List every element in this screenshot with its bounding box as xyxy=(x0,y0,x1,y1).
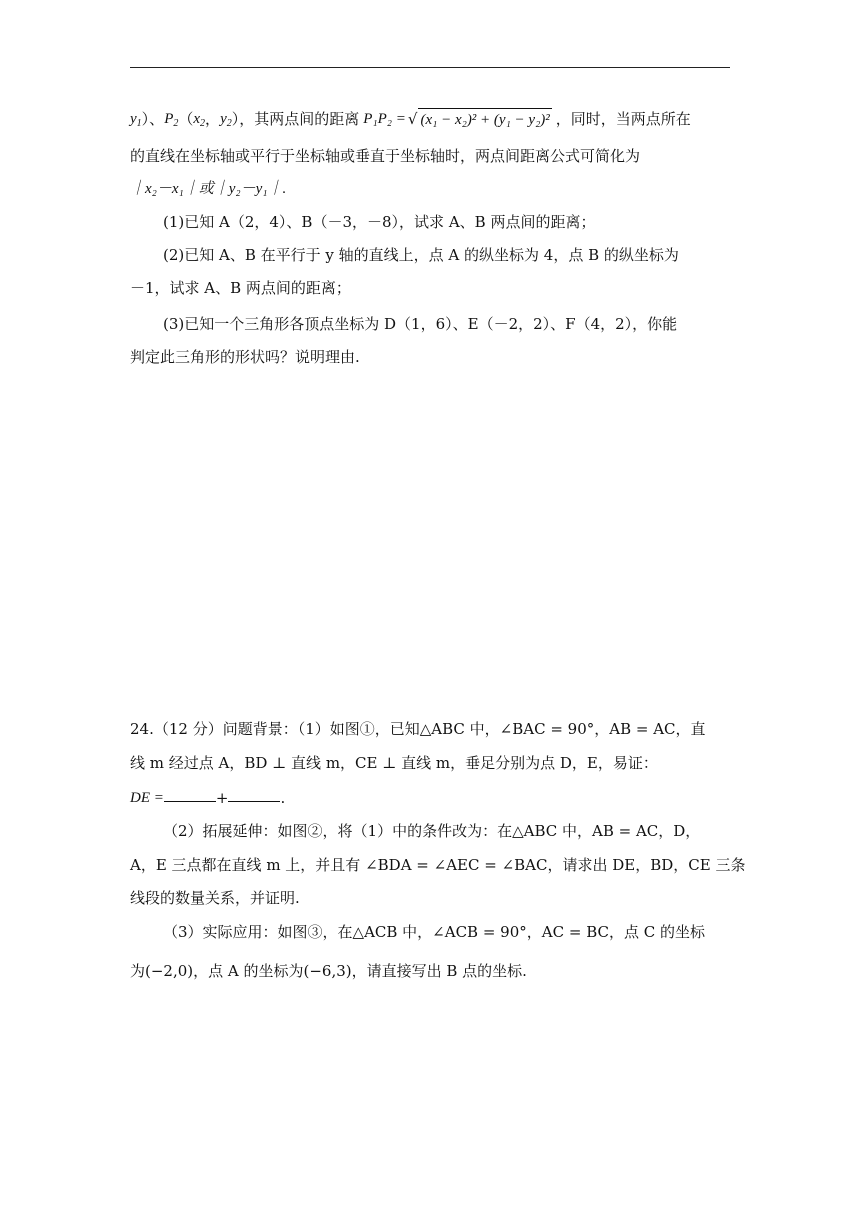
text: 判定此三角形的形状吗？说明理由. xyxy=(130,348,360,366)
q24-part-3a xyxy=(163,921,730,943)
distance-formula-radicand: (x₁ − x₂)² + (y₁ − y₂)² xyxy=(418,108,551,135)
q24-part-2a xyxy=(163,820,730,842)
text: (2)已知 A、B 在平行于 y 轴的直线上，点 A 的纵坐标为 4，点 B 的纵坐标为 xyxy=(163,246,679,264)
answer-blank-2[interactable] xyxy=(228,787,280,802)
answer-blank-1[interactable] xyxy=(164,787,216,802)
header-rule xyxy=(130,67,730,68)
text: （ xyxy=(178,110,194,128)
q24-part-3b xyxy=(130,960,730,982)
q24-line-3 xyxy=(130,787,730,809)
q23-line-2 xyxy=(130,145,730,167)
text: 为(−2,0)，点 A 的坐标为(−6,3)，请直接写出 B 点的坐标. xyxy=(130,962,527,980)
q24-line-1 xyxy=(130,718,730,740)
q24-part-2b xyxy=(130,854,746,876)
var-x2: $x_2$ xyxy=(193,111,206,129)
q24-part-2c xyxy=(130,887,730,909)
text: （2）拓展延伸：如图②，将（1）中的条件改为：在△ABC 中，AB = AC，D， xyxy=(163,822,701,840)
var-p2: $P_2$ xyxy=(164,111,179,129)
text: 24.（12 分）问题背景：（1）如图①，已知△ABC 中，∠BAC = 90°，AB = AC，直 xyxy=(130,720,706,738)
q23-part-2a xyxy=(163,244,730,266)
var-y1: $y_1$ xyxy=(130,111,142,129)
text: ，同时，当两点所在 xyxy=(555,110,691,128)
q23-part-3a xyxy=(163,313,730,335)
text: 线段的数量关系，并证明. xyxy=(130,889,300,907)
text: 的直线在坐标轴或平行于坐标轴或垂直于坐标轴时，两点间距离公式可简化为 xyxy=(130,147,641,165)
text: . xyxy=(280,789,286,807)
q23-line-1 xyxy=(130,108,730,135)
q23-part-3b xyxy=(130,346,730,368)
sqrt-icon: √ xyxy=(407,110,418,128)
text: ），其两点间的距离 xyxy=(231,110,360,128)
q23-part-2b xyxy=(130,277,730,299)
text: －1，试求 A、B 两点间的距离； xyxy=(130,279,351,297)
var-y2: $y_2$ xyxy=(220,111,232,129)
q24-line-2 xyxy=(130,752,730,774)
simplified-formula: ｜x₂－x₁｜或｜y₂－y₁｜. xyxy=(130,181,287,197)
text: ）、 xyxy=(141,110,165,128)
q23-part-1 xyxy=(163,211,730,233)
text: + xyxy=(215,789,229,807)
text: (3)已知一个三角形各顶点坐标为 D（1，6）、E（－2，2）、F（4，2），你能 xyxy=(163,315,678,333)
text: （3）实际应用：如图③，在△ACB 中，∠ACB = 90°，AC = BC，点 C 的坐标 xyxy=(163,923,705,941)
text: 线 m 经过点 A，BD ⊥ 直线 m，CE ⊥ 直线 m，垂足分别为点 D，E，易证： xyxy=(130,754,658,772)
text: ， xyxy=(205,110,221,128)
text: (1)已知 A（2，4）、B（－3，－8），试求 A、B 两点间的距离； xyxy=(163,213,596,231)
text: A，E 三点都在直线 m 上，并且有 ∠BDA = ∠AEC = ∠BAC，请求出 DE，BD，CE 三条 xyxy=(130,856,746,874)
distance-formula-lhs: P₁P₂ = xyxy=(363,111,406,127)
text: DE = xyxy=(130,790,164,806)
q23-line-3 xyxy=(130,178,730,200)
